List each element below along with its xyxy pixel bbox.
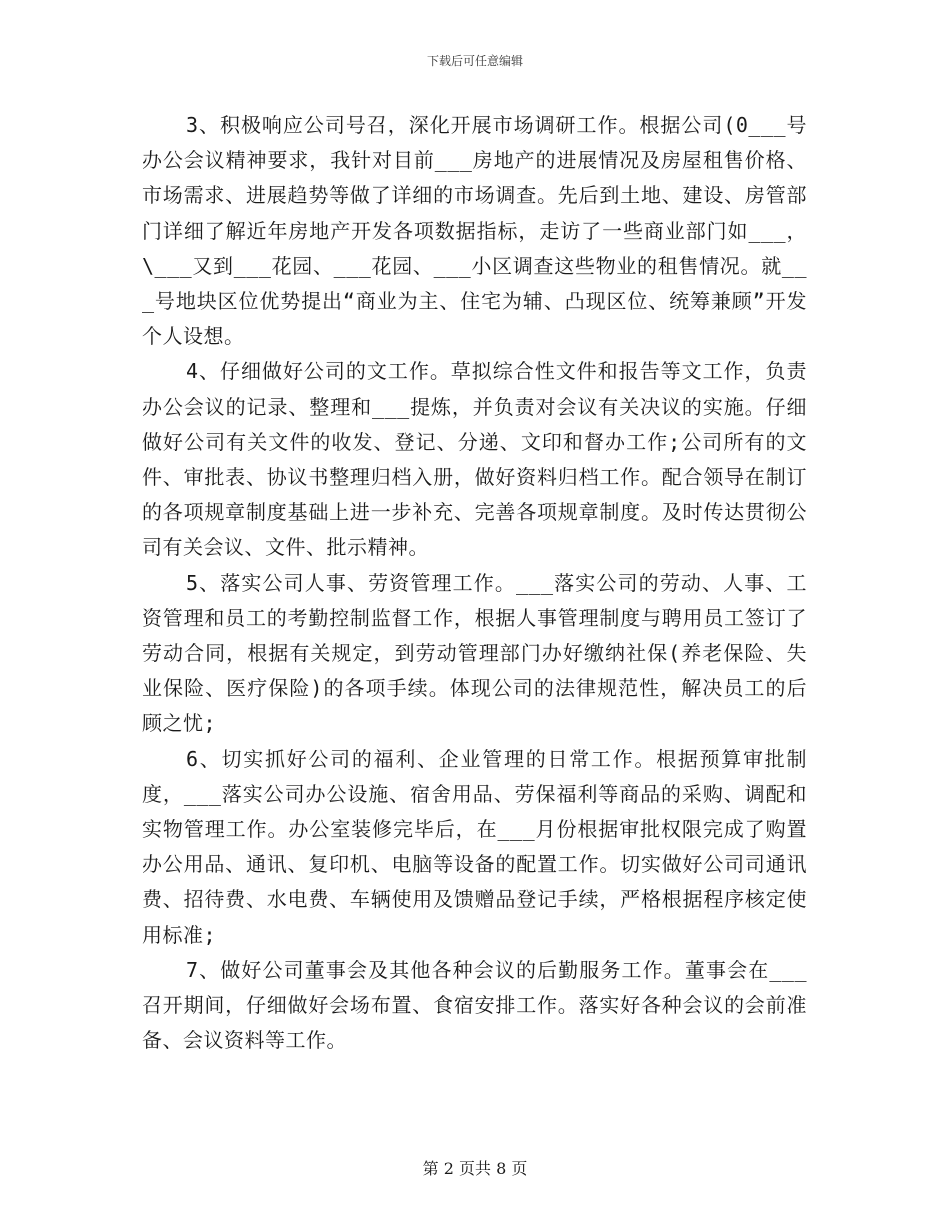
paragraph-item-4: 4、仔细做好公司的文工作。草拟综合性文件和报告等文工作，负责办公会议的记录、整理和___提炼，并负责对会议有关决议的实施。仔细做好公司有关文件的收发、登记、分递、文印和督办工作;公司所有的文件、审批表、协议书整理归档入册，做好资料归档工作。配合领导在制订的各项规章制度基础上进一步补充、完善各项规章制度。及时传达贯彻公司有关会议、文件、批示精神。 xyxy=(142,359,807,560)
page-header: 下载后可任意编辑 xyxy=(426,54,523,68)
paragraph-item-6: 6、切实抓好公司的福利、企业管理的日常工作。根据预算审批制度，___落实公司办公设施、宿舍用品、劳保福利等商品的采购、调配和实物管理工作。办公室装修完毕后，在___月份根据审批权限完成了购置办公用品、通讯、复印机、电脑等设备的配置工作。切实做好公司司通讯费、招待费、水电费、车辆使用及馈赠品登记手续，严格根据程序核定使用标准; xyxy=(142,746,807,947)
paragraph-item-7: 7、做好公司董事会及其他各种会议的后勤服务工作。董事会在___召开期间，仔细做好会场布置、食宿安排工作。落实好各种会议的会前准备、会议资料等工作。 xyxy=(142,957,807,1053)
paragraph-item-3: 3、积极响应公司号召，深化开展市场调研工作。根据公司(0___号办公会议精神要求，我针对目前___房地产的进展情况及房屋租售价格、市场需求、进展趋势等做了详细的市场调查。先后到土地、建设、房管部门详细了解近年房地产开发各项数据指标，走访了一些商业部门如___，\___又到___花园、___花园、___小区调查这些物业的租售情况。就___号地块区位优势提出“商业为主、住宅为辅、凸现区位、统筹兼顾”开发个人设想。 xyxy=(142,113,807,349)
document-body xyxy=(142,108,807,1058)
page-number: 第 2 页共 8 页 xyxy=(422,1159,528,1178)
paragraph-item-5: 5、落实公司人事、劳资管理工作。___落实公司的劳动、人事、工资管理和员工的考勤控制监督工作，根据人事管理制度与聘用员工签订了劳动合同，根据有关规定，到劳动管理部门办好缴纳社保(养老保险、失业保险、医疗保险)的各项手续。体现公司的法律规范性，解决员工的后顾之忧; xyxy=(142,570,807,736)
